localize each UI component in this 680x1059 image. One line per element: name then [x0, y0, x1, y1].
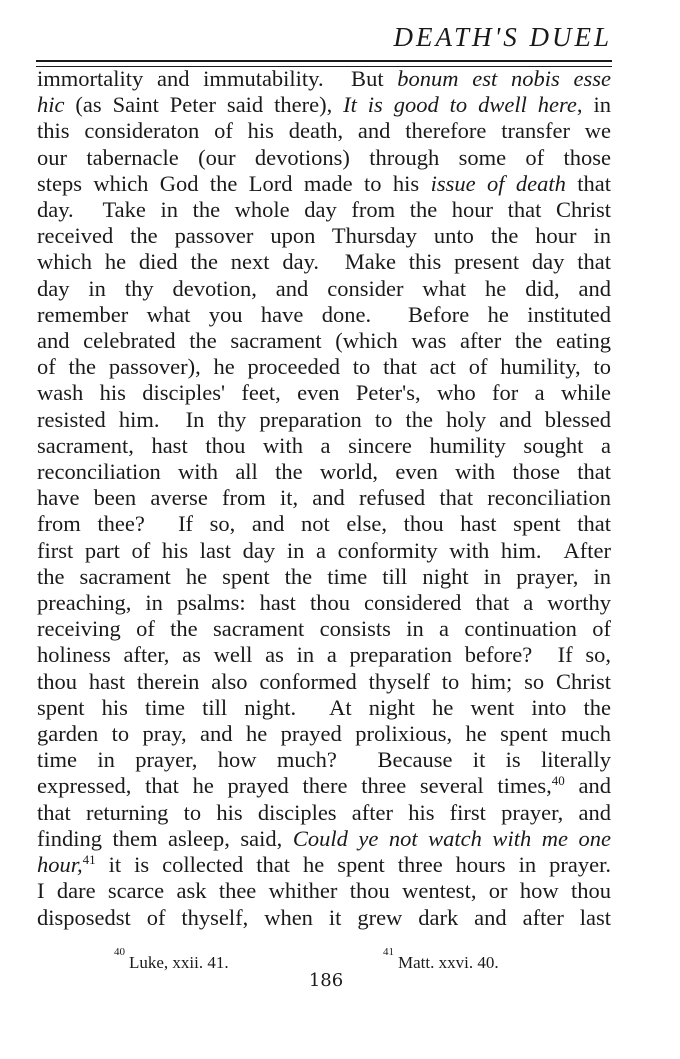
text-run: remember what you have done. Before he instituted — [37, 301, 611, 327]
text-line — [37, 459, 611, 485]
text-run: the sacrament he spent the time till night in prayer, in — [37, 563, 611, 589]
italic-text: hic — [37, 92, 65, 118]
footnote-text: Luke, xxii. 41. — [129, 953, 229, 972]
text-run: this consideraton of his death, and therefore transfer we — [37, 118, 611, 144]
text-run: day in thy devotion, and consider what he did, and — [37, 275, 611, 301]
text-line — [37, 145, 611, 171]
text-line — [37, 66, 611, 92]
text-run: , in — [576, 92, 611, 118]
text-line — [37, 223, 611, 249]
text-line — [37, 197, 611, 223]
text-run: I dare scarce ask thee whither thou wentest, or how thou — [37, 878, 611, 904]
footnote-marker: 40 — [114, 946, 125, 959]
text-line — [37, 538, 611, 564]
running-title: DEATH'S DUEL — [393, 22, 612, 52]
text-run: garden to pray, and he prayed prolixious, he spent much — [37, 721, 611, 747]
text-run: it is collected that he spent three hours in prayer. — [95, 852, 611, 878]
text-line — [37, 669, 611, 695]
text-line — [37, 92, 611, 118]
text-line — [37, 590, 611, 616]
text-line — [37, 695, 611, 721]
text-run: and — [564, 773, 611, 799]
text-line — [37, 878, 611, 904]
text-run: disposedst of thyself, when it grew dark and after last — [37, 904, 611, 930]
text-run: receiving of the sacrament consists in a continuation of — [37, 616, 611, 642]
text-run: received the passover upon Thursday unto the hour in — [37, 223, 611, 249]
text-line — [37, 511, 611, 537]
text-run: have been averse from it, and refused that reconciliation — [37, 485, 611, 511]
text-run: expressed, that he prayed there three several times, — [37, 773, 552, 799]
text-run: first part of his last day in a conformity with him. After — [37, 537, 611, 563]
text-line — [37, 171, 611, 197]
text-run: from thee? If so, and not else, thou hast spent that — [37, 511, 611, 537]
text-run: time in prayer, how much? Because it is literally — [37, 747, 611, 773]
text-line — [37, 407, 611, 433]
text-run: resisted him. In thy preparation to the holy and blessed — [37, 406, 611, 432]
italic-text: issue of death — [430, 170, 566, 196]
text-line — [37, 118, 611, 144]
header-rule-thick — [36, 60, 612, 62]
text-line — [37, 642, 611, 668]
text-line — [37, 721, 611, 747]
text-run: sacrament, hast thou with a sincere humility sought a — [37, 432, 611, 458]
text-run: spent his time till night. At night he went into the — [37, 694, 611, 720]
page-number: 186 — [308, 970, 344, 991]
footnote-reference: 41 — [82, 852, 96, 868]
text-line — [37, 905, 611, 931]
text-line — [37, 249, 611, 275]
italic-text: bonum est nobis esse — [397, 66, 611, 91]
text-run: which he died the next day. Make this present day that — [37, 249, 611, 275]
footnote-text: Matt. xxvi. 40. — [398, 953, 499, 972]
text-line — [37, 328, 611, 354]
text-line — [37, 564, 611, 590]
text-line — [37, 616, 611, 642]
text-run: finding them asleep, said, — [37, 825, 293, 851]
italic-text: Could ye not watch with me one — [292, 825, 611, 851]
text-run: and celebrated the sacrament (which was after the eating — [37, 328, 611, 354]
text-run: reconciliation with all the world, even with those that — [37, 459, 611, 485]
text-run: holiness after, as well as in a preparation before? If so, — [37, 642, 611, 668]
text-line — [37, 380, 611, 406]
text-run: preaching, in psalms: hast thou considered that a worthy — [37, 590, 611, 616]
text-run: that returning to his disciples after his first prayer, and — [37, 799, 611, 825]
text-run: wash his disciples' feet, even Peter's, who for a while — [37, 380, 611, 406]
text-line — [37, 485, 611, 511]
text-line — [37, 800, 611, 826]
text-line — [37, 302, 611, 328]
text-line — [37, 747, 611, 773]
text-run: immortality and immutability. But — [37, 66, 398, 91]
text-run: our tabernacle (our devotions) through some of those — [37, 144, 611, 170]
text-line — [37, 354, 611, 380]
text-run: day. Take in the whole day from the hour that Christ — [37, 197, 611, 223]
text-run: (as Saint Peter said there), — [64, 92, 344, 118]
text-line — [37, 852, 611, 878]
italic-text: It is good to dwell here — [343, 92, 577, 118]
footnote-reference: 40 — [551, 773, 565, 789]
text-line — [37, 773, 611, 799]
text-line — [37, 433, 611, 459]
text-run: steps which God the Lord made to his — [37, 170, 431, 196]
italic-text: hour, — [37, 852, 83, 878]
text-line — [37, 276, 611, 302]
text-run: thou hast therein also conformed thyself to him; so Christ — [37, 668, 611, 694]
text-line — [37, 826, 611, 852]
footnote-marker: 41 — [383, 946, 394, 959]
text-run: of the passover), he proceeded to that act of humility, to — [37, 354, 611, 380]
body-text — [37, 66, 611, 931]
text-run: that — [565, 170, 611, 196]
